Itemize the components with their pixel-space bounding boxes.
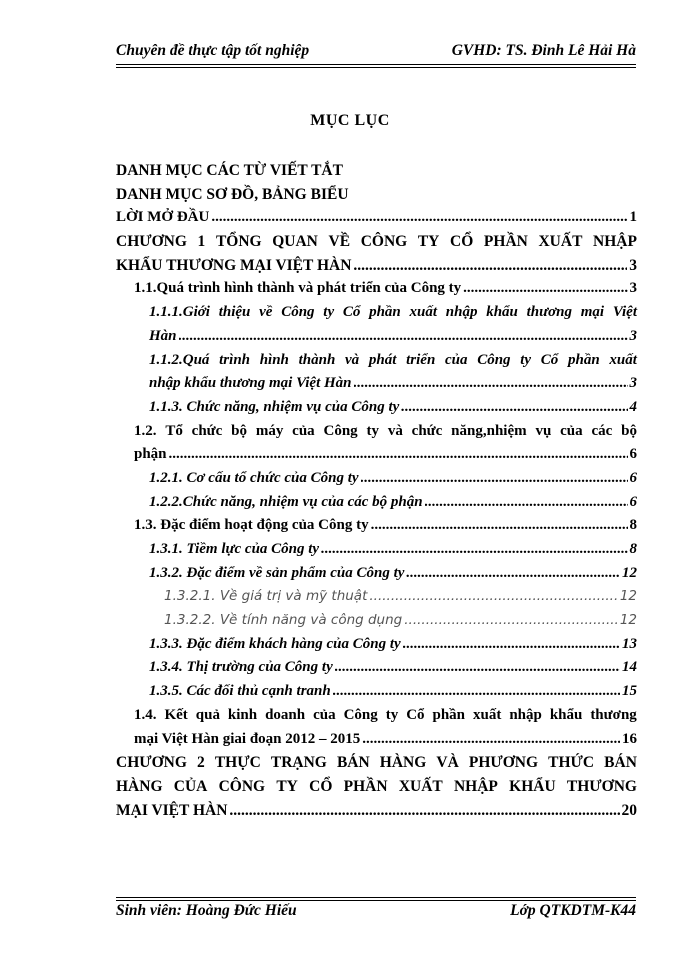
toc-word: của	[292, 422, 315, 439]
toc-entry-title: nhập khẩu thương mại Việt Hàn	[149, 375, 352, 392]
footer-class: Lớp QTKDTM-K44	[510, 902, 636, 919]
toc-word: hình	[259, 351, 289, 368]
footer-rule	[116, 897, 636, 901]
toc-section-1-3	[116, 514, 637, 538]
toc-word: bộ	[621, 422, 637, 439]
toc-chapter-2-line1	[116, 751, 637, 775]
toc-word: năng,nhiệm	[451, 422, 527, 439]
toc-page-number: 3	[629, 256, 637, 274]
page-title: MỤC LỤC	[310, 112, 390, 129]
toc-chapter-2	[116, 799, 637, 823]
page-header	[116, 42, 636, 64]
header-advisor: GVHD: TS. Đinh Lê Hải Hà	[451, 42, 636, 59]
toc-word: 1.1.2.Quá	[149, 351, 210, 368]
toc-word: phần	[369, 304, 401, 321]
toc-word: xuất	[609, 351, 637, 368]
toc-word: QUAN	[272, 233, 318, 251]
toc-page-number: 12	[619, 588, 637, 605]
toc-page-number: 12	[622, 564, 637, 581]
toc-entry-title: LỜI MỞ ĐẦU	[116, 209, 210, 226]
toc-section-1-2-1	[116, 467, 637, 491]
dot-leader	[361, 467, 628, 491]
toc-chapter-1	[116, 254, 637, 278]
toc-word: Công	[281, 304, 315, 321]
toc-section-1-3-4	[116, 656, 637, 680]
toc-word: 2	[197, 754, 205, 772]
header-rule	[116, 64, 636, 68]
toc-page-number: 6	[629, 493, 637, 510]
toc-word: thành	[298, 351, 336, 368]
toc-word: triển	[406, 351, 436, 368]
toc-word: CỔ	[309, 777, 333, 795]
dot-leader	[353, 254, 627, 278]
dot-leader	[371, 514, 628, 538]
toc-word: chức	[191, 422, 223, 439]
toc-word: Công	[323, 422, 358, 439]
toc-word: Cổ	[540, 351, 559, 368]
toc-word: phần	[568, 351, 600, 368]
toc-section-1-3-2-1	[116, 585, 637, 609]
toc-section-1-3-1	[116, 538, 637, 562]
toc-figures-tables: DANH MỤC SƠ ĐỒ, BẢNG BIỂU	[116, 185, 349, 203]
toc-page-number: 3	[629, 327, 637, 344]
toc-word: mại	[580, 304, 605, 321]
toc-page-number: 3	[629, 375, 637, 392]
toc-entry-title: 1.3.5. Các đối thủ cạnh tranh	[149, 683, 331, 700]
dot-leader	[169, 443, 628, 467]
toc-entry-title: mại Việt Hàn giai đoạn 2012 – 2015	[134, 730, 361, 747]
toc-page-number: 8	[629, 517, 637, 534]
toc-word: của	[560, 422, 583, 439]
toc-word: 1.1.1.Giới	[149, 304, 210, 321]
toc-word: NHẬP	[593, 233, 637, 251]
toc-chapter-1-line1	[116, 230, 637, 254]
toc-page-number: 4	[629, 398, 637, 415]
toc-word: về	[259, 304, 273, 321]
toc-entry-title: 1.1.Quá trình hình thành và phát triển của Công ty	[134, 280, 462, 297]
toc-word: ty	[520, 351, 532, 368]
page-footer	[116, 902, 636, 924]
toc-section-1-2	[116, 443, 637, 467]
toc-word: TỔNG	[215, 233, 262, 251]
toc-entry-title: 1.2.2.Chức năng, nhiệm vụ của các bộ phận	[149, 493, 423, 510]
toc-entry-title: 1.3. Đặc điểm hoạt động của Công ty	[134, 517, 369, 534]
toc-section-1-3-2	[116, 562, 637, 586]
toc-word: máy	[255, 422, 284, 439]
toc-word: CỔ	[450, 233, 474, 251]
toc-page-number: 6	[629, 469, 637, 486]
toc-page-number: 20	[621, 801, 637, 819]
toc-page-number: 13	[622, 635, 637, 652]
toc-word: khẩu	[486, 304, 518, 321]
toc-word: khẩu	[549, 706, 583, 723]
dot-leader	[425, 491, 628, 515]
toc-word: Cổ	[342, 304, 361, 321]
toc-chapter-2-line2	[116, 775, 637, 799]
toc-word: chức	[411, 422, 443, 439]
dot-leader	[401, 396, 627, 420]
toc-section-1-3-5	[116, 680, 637, 704]
toc-page-number: 6	[629, 446, 637, 463]
toc-intro	[116, 206, 637, 230]
toc-page-number: 15	[622, 683, 637, 700]
toc-page-number: 12	[619, 612, 637, 629]
toc-word: nhập	[509, 706, 542, 723]
toc-word: CÔNG	[360, 233, 408, 251]
toc-word: của	[445, 351, 468, 368]
toc-entry-title: 1.2.1. Cơ cấu tổ chức của Công ty	[149, 469, 359, 486]
dot-leader	[354, 372, 628, 396]
toc-word: thương	[590, 706, 637, 723]
toc-word: PHẦN	[483, 233, 528, 251]
toc-word: XUẤT	[538, 233, 583, 251]
toc-word: Cổ	[406, 706, 425, 723]
toc-page-number: 1	[629, 209, 637, 226]
toc-word: xuất	[409, 304, 438, 321]
toc-word: CHƯƠNG	[116, 754, 187, 772]
toc-word: HÀNG	[116, 777, 163, 795]
dot-leader	[229, 799, 619, 823]
toc-page-number: 8	[629, 541, 637, 557]
toc-entry-title: 1.3.1. Tiềm lực của Công ty	[149, 541, 320, 557]
dot-leader	[211, 206, 627, 230]
toc-word: BÁN	[336, 754, 370, 772]
toc-word: Công	[477, 351, 511, 368]
toc-word: trình	[219, 351, 250, 368]
toc-word: ty	[323, 304, 335, 321]
toc-word: xuất	[473, 706, 502, 723]
toc-word: ty	[366, 422, 380, 439]
toc-word: HÀNG	[379, 754, 427, 772]
toc-word: và	[345, 351, 360, 368]
toc-section-1-1-2-line1	[116, 349, 637, 373]
toc-word: và	[387, 422, 403, 439]
toc-word: BÁN	[604, 754, 637, 772]
toc-word: TRẠNG	[270, 754, 327, 772]
dot-leader	[179, 325, 628, 349]
toc-word: nhập	[445, 304, 478, 321]
toc-word: 1.2.	[134, 422, 157, 439]
toc-word: thương	[526, 304, 572, 321]
toc-page-number: 14	[622, 659, 637, 676]
toc-word: XUẤT	[398, 777, 443, 795]
toc-word: vụ	[535, 422, 552, 439]
toc-word: NHẬP	[453, 777, 498, 795]
toc-word: Việt	[612, 304, 637, 321]
toc-word: TY	[417, 233, 440, 251]
dot-leader	[369, 585, 617, 609]
toc-section-1-1-3	[116, 396, 637, 420]
toc-word: CỦA	[173, 777, 208, 795]
toc-word: ty	[385, 706, 399, 723]
toc-word: Kết	[164, 706, 188, 723]
toc-section-1-2-2	[116, 491, 637, 515]
toc-word: thiệu	[218, 304, 251, 321]
toc-word: KHẨU	[509, 777, 556, 795]
toc-entry-title: MẠI VIỆT HÀN	[116, 801, 228, 819]
toc-entry-title: 1.3.3. Đặc điểm khách hàng của Công ty	[149, 635, 401, 652]
toc-word: 1	[197, 233, 206, 251]
toc-entry-title: 1.3.2. Đặc điểm về sản phẩm của Công ty	[149, 564, 405, 581]
dot-leader	[333, 680, 620, 704]
toc-word: doanh	[265, 706, 306, 723]
toc-word: CHƯƠNG	[116, 233, 187, 251]
table-of-contents	[116, 159, 637, 822]
dot-leader	[321, 538, 627, 562]
toc-abbreviations: DANH MỤC CÁC TỪ VIẾT TẮT	[116, 162, 343, 179]
toc-section-1-1-2	[116, 372, 637, 396]
toc-word: 1.4.	[134, 706, 157, 723]
toc-section-1-4	[116, 728, 637, 752]
toc-section-1-2-line1	[116, 420, 637, 444]
dot-leader	[463, 277, 627, 301]
toc-page-number: 3	[629, 280, 637, 297]
toc-section-1-3-3	[116, 633, 637, 657]
toc-section-1-1	[116, 277, 637, 301]
toc-word: bộ	[231, 422, 248, 439]
footer-student: Sinh viên: Hoàng Đức Hiếu	[116, 902, 297, 919]
toc-word: THỨC	[548, 754, 595, 772]
dot-leader	[362, 728, 620, 752]
toc-word: VỀ	[328, 233, 351, 251]
dot-leader	[404, 609, 618, 633]
toc-section-1-4-line1	[116, 704, 637, 728]
toc-word: CÔNG	[218, 777, 266, 795]
toc-entry-title: 1.3.2.1. Về giá trị và mỹ thuật	[164, 588, 368, 605]
toc-section-1-1-1-line1	[116, 301, 637, 325]
toc-word: PHẦN	[343, 777, 388, 795]
toc-entry-title: 1.1.3. Chức năng, nhiệm vụ của Công ty	[149, 398, 400, 415]
toc-word: Công	[343, 706, 378, 723]
toc-word: phần	[432, 706, 466, 723]
toc-word: các	[591, 422, 613, 439]
dot-leader	[335, 656, 620, 680]
toc-word: THƯƠNG	[566, 777, 637, 795]
dot-leader	[406, 562, 620, 586]
header-topic: Chuyên đề thực tập tốt nghiệp	[116, 42, 310, 59]
toc-word: Tổ	[165, 422, 183, 439]
toc-word: VÀ	[436, 754, 459, 772]
toc-word: kinh	[227, 706, 258, 723]
toc-section-1-1-1	[116, 325, 637, 349]
toc-entry-title: 1.3.4. Thị trường của Công ty	[149, 659, 333, 676]
toc-entry-title: Hàn	[149, 327, 177, 344]
toc-entry-title: 1.3.2.2. Về tính năng và công dụng	[164, 612, 403, 629]
toc-section-1-3-2-2	[116, 609, 637, 633]
toc-entry-title: phận	[134, 446, 167, 463]
toc-word: PHƯƠNG	[468, 754, 539, 772]
toc-word: TY	[276, 777, 298, 795]
toc-word: THỰC	[214, 754, 261, 772]
toc-word: quả	[195, 706, 220, 723]
toc-entry-title: KHẨU THƯƠNG MẠI VIỆT HÀN	[116, 256, 352, 274]
toc-word: của	[313, 706, 336, 723]
dot-leader	[403, 633, 620, 657]
toc-word: phát	[368, 351, 397, 368]
toc-page-number: 16	[622, 730, 637, 747]
